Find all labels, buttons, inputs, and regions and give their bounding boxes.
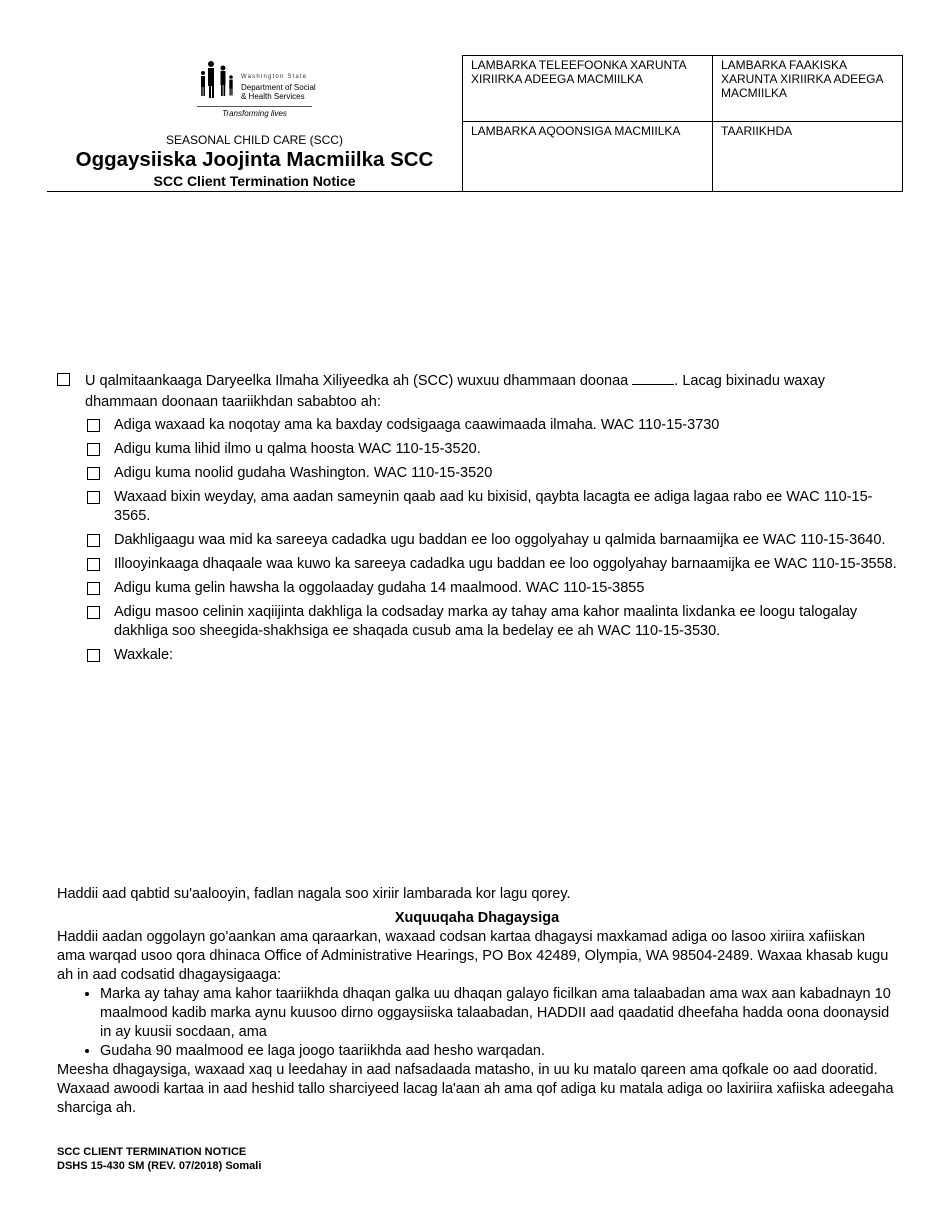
reason-text: Waxaad bixin weyday, ama aadan sameynin qaab aad ku bixisid, qaybta lacagta ee adiga lagaa rabo ee WAC 110-15-3565. — [114, 489, 873, 524]
reason-text: Adigu masoo celinin xaqiijinta dakhliga la codsaday marka ay tahay ama kahor maalinta lixdanka ee loogu talogalay dakhliga soo sheegida-shakhsiga ee shaqada cusub ama la bedelay ee ah WAC 110-15-3530. — [114, 604, 858, 639]
reason-checkbox[interactable] — [87, 558, 100, 571]
rights-section — [57, 885, 897, 1118]
logo-dept-line2: & Health Services — [241, 92, 305, 101]
date-label: TAARIIKHDA — [721, 124, 793, 138]
reason-checkbox[interactable] — [87, 582, 100, 595]
form-header — [47, 55, 462, 192]
phone-number-field[interactable] — [463, 56, 713, 122]
intro-text-part2: . Lacag bixinadu waxay dhammaan doonaan taariikhdan sababtoo ah: — [85, 373, 826, 410]
hearing-rights-title: Xuquuqaha Dhagaysiga — [394, 910, 560, 926]
reason-checkbox[interactable] — [87, 443, 100, 456]
hearing-deadline-list — [57, 985, 897, 1061]
form-footer — [57, 1145, 261, 1173]
page-subtitle: SCC Client Termination Notice — [153, 173, 356, 189]
fax-number-label: LAMBARKA FAAKISKA XARUNTA XIRIIRKA ADEEGA MACMIILKA — [721, 58, 883, 100]
reason-text: Adiga waxaad ka noqotay ama ka baxday codsigaaga caawimaada ilmaha. WAC 110-15-3730 — [114, 417, 720, 433]
reason-text: Illooyinkaaga dhaqaale waa kuwo ka sareeya cadadka ugu baddan ee loo oggolyahay barnaamijka ee WAC 110-15-3558. — [114, 556, 897, 572]
reason-item — [87, 464, 897, 483]
intro-text-part1: U qalmitaankaaga Daryeelka Ilmaha Xiliyeedka ah (SCC) wuxuu dhammaan doonaa — [85, 373, 629, 389]
page-title: Oggaysiiska Joojinta Macmiilka SCC — [75, 148, 434, 171]
program-name: SEASONAL CHILD CARE (SCC) — [166, 133, 343, 147]
reason-item — [87, 603, 897, 641]
reason-checkbox[interactable] — [87, 467, 100, 480]
termination-statement — [57, 370, 897, 413]
hearing-rights-para2: Meesha dhagaysiga, waxaad xaq u leedahay in aad nafsadaada matasho, in uu ku matalo qareen ama qofkale oo aad dooratid. Waxaad awoodi kartaa in aad heshid tallo sharciyeed lacag la'aan ah ama qof adiga ku matala adiga oo laxiriira xafiiska adeegaha sharciga ah. — [57, 1062, 894, 1116]
dshs-figures-icon — [197, 59, 239, 101]
reason-item — [87, 488, 897, 526]
termination-date-blank[interactable] — [632, 370, 674, 385]
client-id-field[interactable] — [463, 122, 713, 192]
client-id-label: LAMBARKA AQOONSIGA MACMIILKA — [471, 124, 681, 138]
reason-item — [87, 555, 897, 574]
reason-text: Dakhligaagu waa mid ka sareeya cadadka ugu baddan ee loo oggolyahay u qalmida barnaamijka ee WAC 110-15-3640. — [114, 532, 886, 548]
phone-number-label: LAMBARKA TELEEFOONKA XARUNTA XIRIIRKA ADEEGA MACMIILKA — [471, 58, 686, 86]
reason-item — [87, 579, 897, 598]
logo-wordmark — [241, 73, 316, 102]
reason-item — [87, 416, 897, 435]
reason-text: Adigu kuma gelin hawsha la oggolaaday gudaha 14 maalmood. WAC 110-15-3855 — [114, 580, 645, 596]
reason-text: Adigu kuma lihid ilmo u qalma hoosta WAC 110-15-3520. — [114, 441, 481, 457]
contact-note: Haddii aad qabtid su'aalooyin, fadlan nagala soo xiriir lambarada kor lagu qorey. — [57, 886, 571, 902]
hearing-deadline-item: • Marka ay tahay ama kahor taariikhda dhaqan galka uu dhaqan galayo ficilkan ama talaabadan ama wax aan kabadnayn 10 maalmood kadib marka aynu kuusoo dirno oggaysiiska talaabadan, HADDII aad qaadatid dheefaha hadda oona doonaysid in ay kuusii socdaan, ama — [100, 985, 897, 1042]
termination-checkbox[interactable] — [57, 373, 70, 386]
reason-checkbox[interactable] — [87, 491, 100, 504]
contact-info-box — [462, 55, 903, 192]
reason-checkbox[interactable] — [87, 419, 100, 432]
termination-reasons-list — [87, 416, 897, 670]
fax-number-field[interactable] — [713, 56, 903, 122]
reason-checkbox[interactable] — [87, 534, 100, 547]
reason-checkbox[interactable] — [87, 606, 100, 619]
logo-state: Washington State — [241, 74, 308, 80]
logo-tagline: Transforming lives — [197, 106, 312, 118]
footer-form-name: SCC CLIENT TERMINATION NOTICE — [57, 1146, 247, 1158]
reason-text: Adigu kuma noolid gudaha Washington. WAC 110-15-3520 — [114, 465, 493, 481]
hearing-rights-para1: Haddii aadan oggolayn go'aankan ama qaraarkan, waxaad codsan kartaa dhagaysi maxkamad adiga oo lasoo xiriira xafiiskan ama warqad usoo qora dhinaca Office of Administrative Hearings, PO Box 42489, Olympia, WA 98504-2489. Waxaa khasab kugu ah in aad codsatid dhagaysigaaga: — [57, 929, 889, 983]
hearing-deadline-item: • Gudaha 90 maalmood ee laga joogo taariikhda aad hesho warqadan. — [100, 1042, 897, 1061]
other-reason-label: Waxkale: — [114, 647, 174, 663]
logo-dept-line1: Department of Social — [241, 82, 316, 92]
reason-item — [87, 440, 897, 459]
footer-form-number: DSHS 15-430 SM (REV. 07/2018) Somali — [57, 1160, 262, 1172]
reason-item — [87, 531, 897, 550]
date-field[interactable] — [713, 122, 903, 192]
reason-item-other — [87, 646, 897, 665]
other-reason-checkbox[interactable] — [87, 649, 100, 662]
